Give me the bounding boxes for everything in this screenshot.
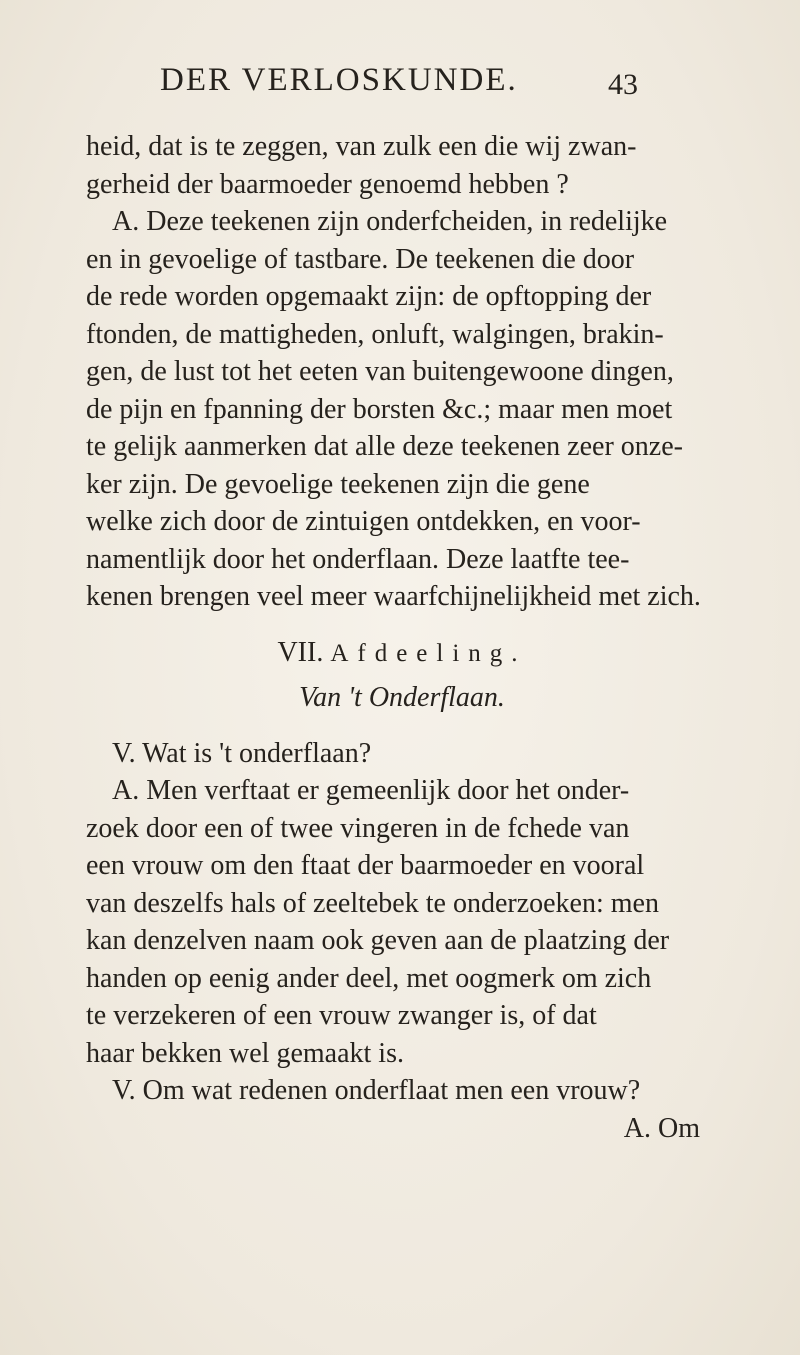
section-heading [86, 634, 718, 672]
catchword: A. Om [623, 1112, 700, 1144]
answer-line: A. Men verftaat er gemeenlijk door het onder- [112, 775, 630, 806]
text-line: en in gevoelige of tastbare. De teekenen die door [86, 243, 635, 275]
question-line: V. Wat is 't onderflaan? [112, 737, 372, 769]
text-line: de pijn en fpanning der borsten &c.; maar men moet [86, 393, 673, 425]
text-line: welke zich door de zintuigen ontdekken, en voor- [86, 506, 641, 537]
text-line: een vrouw om den ftaat der baarmoeder en vooral [86, 850, 645, 881]
text-line: heid, dat is te zeggen, van zulk een die wij zwan- [86, 131, 637, 162]
text-line: te gelijk aanmerken dat alle deze teekenen zeer onze- [86, 431, 683, 462]
text-line: kan denzelven naam ook geven aan de plaatzing der [86, 925, 670, 956]
text-line: A. Deze teekenen zijn onderfcheiden, in redelijke [112, 206, 668, 237]
text-line: namentlijk door het onderflaan. Deze laatfte tee- [86, 543, 630, 575]
body-text [86, 128, 718, 1147]
section-title: Van 't Onderflaan. [299, 682, 505, 713]
text-line: ftonden, de mattigheden, onluft, walgingen, brakin- [86, 318, 664, 350]
text-line: ker zijn. De gevoelige teekenen zijn die gene [86, 468, 590, 500]
section-word: Afdeeling. [330, 639, 527, 667]
text-line: zoek door een of twee vingeren in de fchede van [86, 812, 630, 844]
text-line: handen op eenig ander deel, met oogmerk om zich [86, 962, 652, 994]
text-line: te verzekeren of een vrouw zwanger is, of dat [86, 1000, 597, 1031]
running-head: DER VERLOSKUNDE. [160, 62, 518, 98]
page-number: 43 [608, 68, 638, 101]
text-line: van deszelfs hals of zeeltebek te onderzoeken: men [86, 887, 659, 919]
question-line: V. Om wat redenen onderflaat men een vrouw? [112, 1075, 641, 1106]
text-line: kenen brengen veel meer waarfchijnelijkheid met zich. [86, 581, 701, 612]
section-number: VII. [277, 636, 324, 668]
text-line: haar bekken wel gemaakt is. [86, 1037, 404, 1069]
text-line: gerheid der baarmoeder genoemd hebben ? [86, 168, 569, 200]
text-line: de rede worden opgemaakt zijn: de opftopping der [86, 281, 652, 312]
text-line: gen, de lust tot het eeten van buitengewoone dingen, [86, 356, 674, 387]
